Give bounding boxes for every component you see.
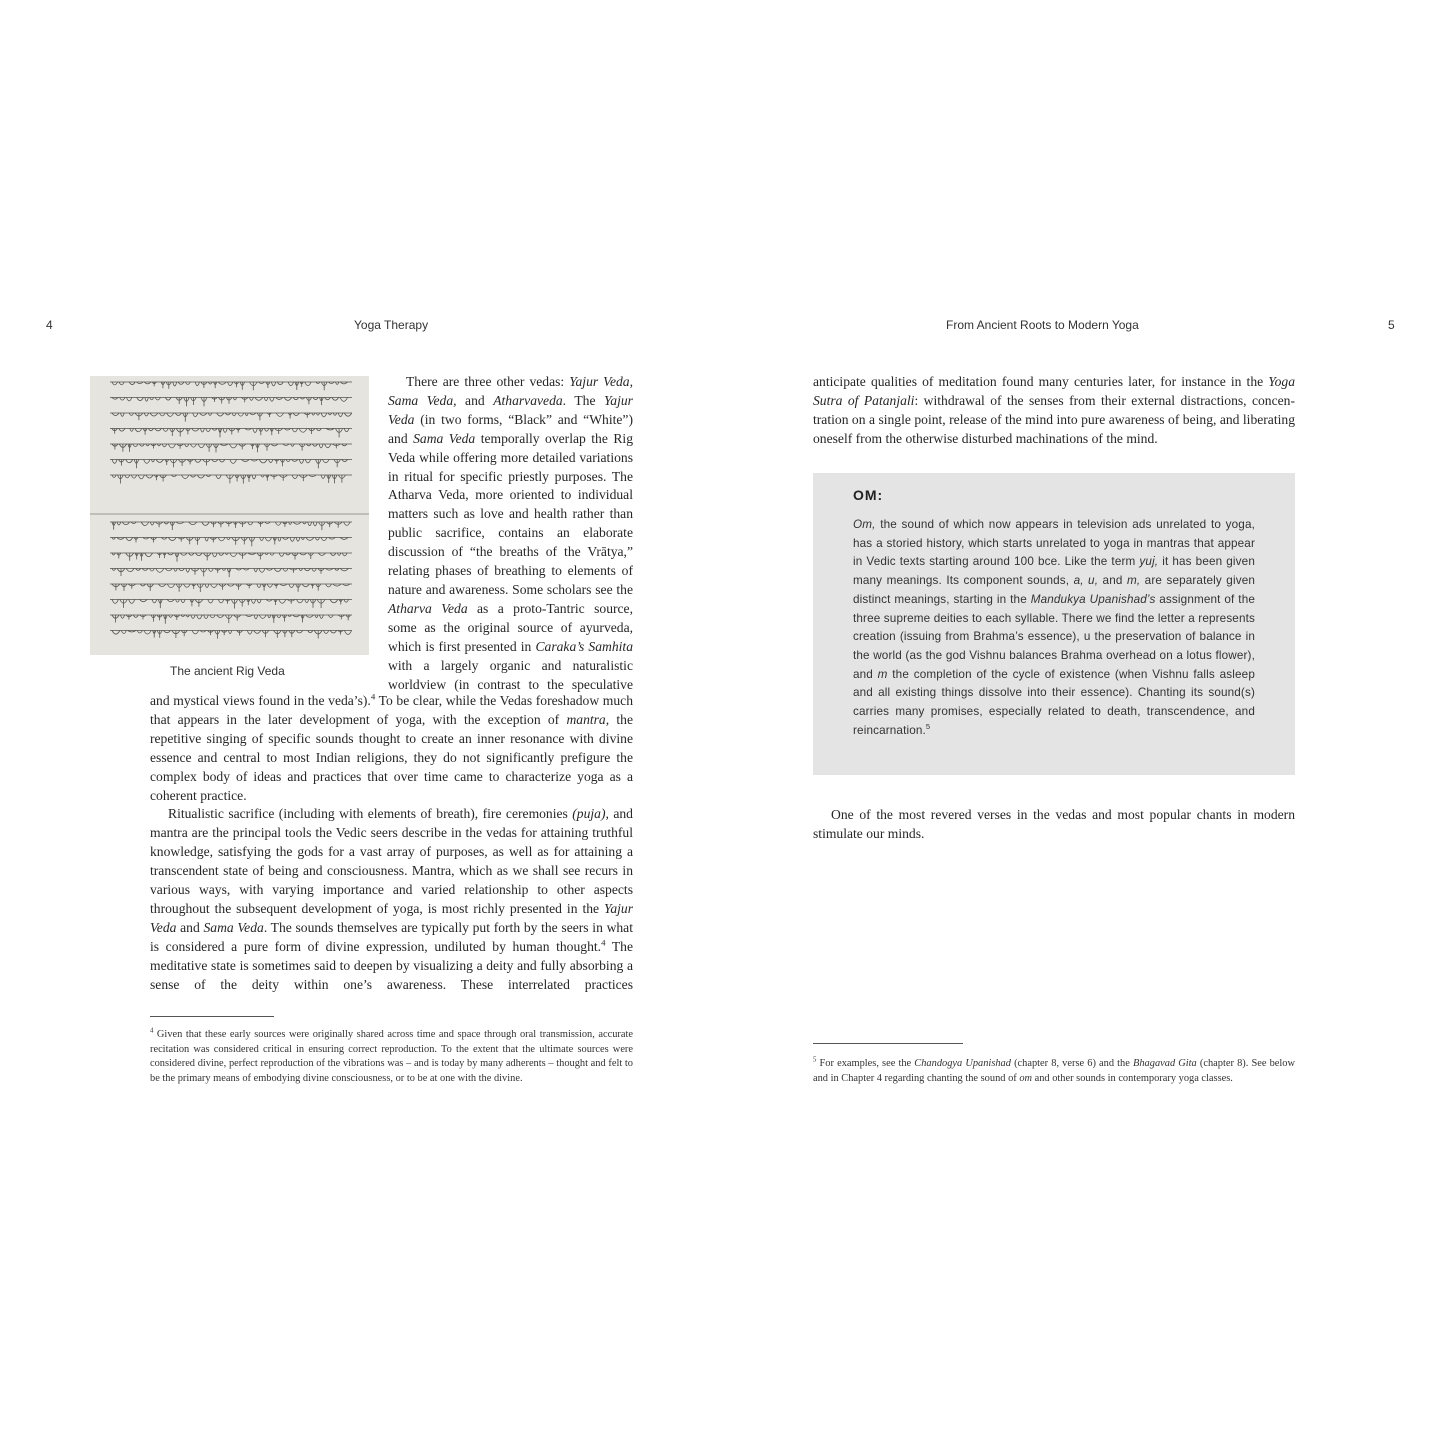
italic-term: Atharva Veda	[388, 600, 468, 616]
italic-term: Yajur Veda	[150, 900, 633, 935]
italic-term: Om,	[853, 518, 876, 531]
text-run: and mantra are the principal tools the Vedic seers describe in the vedas for attaining truthful knowledge, satisfying the gods for a vast array of purposes, as well as for attaining a transcendent state of being and consciousness. Mantra, which as we shall see recurs in various ways, with varying importance and varied relationship to other aspects throughout the subsequent development of yoga, is most richly presented in the	[150, 806, 633, 916]
paragraph-revered-verses	[813, 806, 1295, 844]
rig-veda-manuscript-image	[90, 376, 369, 655]
paragraph-beside-figure	[388, 373, 633, 694]
running-head-right: From Ancient Roots to Modern Yoga	[946, 318, 1139, 332]
text-run: : withdrawal of the senses from their external distractions, concentration on a single point, release of the mind into pure awareness of being, and liberating oneself from the otherwise disturbed machinations of the mind.	[813, 392, 1295, 446]
italic-term: a, u,	[1073, 574, 1099, 588]
left-body-text	[150, 692, 633, 995]
italic-term: Yajur Veda,	[569, 374, 633, 389]
italic-term: (puja),	[572, 806, 609, 822]
footnote-marker: 5	[925, 721, 931, 731]
text-run: Given that these early sources were originally shared across time and space through oral transmission, accurate recitation was considered critical in ensuring correct reproduction. To the extent that the ultimate sources were considered divine, perfect reproduction of the vibrations was – and is today by many adherents – thought and felt to be the primary means of embodying divine consciousness, or to be at one with the divine.	[150, 1029, 633, 1084]
text-run: the completion of the cycle of existence (when Vishnu falls asleep and all existing things dissolve into their essence). Chanting its sound(s) carries many promises, especially related to death, transcendence, and reincarnation.	[853, 667, 1255, 737]
italic-term: Mandukya Upanishad’s	[1030, 592, 1156, 606]
text-run: the repetitive singing of specific sounds thought to create an inner resonance with divine essence and central to most Indian religions, they do not significantly prefigure the complex body of ideas and practices that over time came to characterize yoga as a coherent practice.	[150, 711, 633, 803]
italic-term: mantra,	[566, 711, 610, 727]
footnote-marker: 4	[601, 937, 606, 948]
italic-term: om	[1019, 1072, 1033, 1084]
text-run: (in two forms, “Black” and “White”) and	[388, 411, 633, 446]
om-sidebar-box	[813, 473, 1295, 775]
italic-term: Yoga Sutra of Patanjali	[813, 374, 1295, 408]
footnote-marker: 5	[813, 1056, 817, 1064]
text-run: temporally overlap the Rig Veda while offering more detailed variations in ritual for specific priestly purposes. The Atharva Veda, more oriented to individual matters such as love and health rather than public sacrifice, contains an elaborate discussion of “the breaths of the Vrātya,” relating phases of breathing to elements of nature and awareness. Some scholars see the	[388, 430, 634, 597]
paragraph-vedas-foreshadow	[150, 692, 633, 805]
text-run: with a largely organic and naturalistic worldview (in contrast to the speculative	[388, 657, 633, 692]
text-run: and	[456, 392, 494, 408]
text-run: (chapter 8). See below and in Chapter 4 regarding chanting the sound of	[813, 1058, 1295, 1084]
text-run: Ritualistic sacrifice (including with elements of breath), fire ceremonies	[168, 806, 573, 822]
text-run: and mystical views found in the veda’s).	[150, 693, 371, 708]
text-run: the sound of which now appears in television ads unrelated to yoga, has a storied history, which starts unrelated to yoga in mantras that appear in Vedic texts starting around 100 bce. Like the term	[853, 518, 1255, 569]
paragraph-anticipate-meditation	[813, 373, 1295, 449]
text-run: . The	[562, 392, 604, 408]
italic-term: Caraka’s Samhita	[535, 638, 633, 654]
text-run: assignment of the three supreme deities to each syllable. There we find the letter a represents creation (issuing from Brahma’s essence), u the preservation of balance in the world (as the god Vishnu balances Brahma overhead on a lotus flower), and	[853, 592, 1255, 681]
text-run: . The sounds themselves are typically put forth by the seers in what is considered a pure form of divine expression, undiluted by human thought.	[150, 919, 633, 954]
italic-term: Sama Veda	[203, 919, 264, 935]
text-run: as a proto-Tantric source, some as the original source of ayurveda, which is first presented in	[388, 600, 633, 654]
text-run: The meditative state is sometimes said to deepen by visualizing a deity and fully absorbing a sense of the deity within one’s awareness. These interrelated practices	[150, 938, 633, 992]
italic-term: Yajur Veda	[388, 392, 633, 427]
italic-term: Atharvaveda	[493, 392, 563, 408]
text-run: and	[1098, 574, 1127, 588]
italic-term: Bhagavad Gita	[1133, 1058, 1197, 1069]
footnote-marker: 4	[150, 1027, 154, 1035]
page-number-left: 4	[46, 318, 53, 332]
italic-term: Sama Veda,	[388, 392, 457, 408]
page-number-right: 5	[1388, 318, 1395, 332]
text-run: One of the most revered verses in the vedas and most popular chants in modern stimulate our minds.	[813, 807, 1295, 841]
om-sidebar-title: OM:	[853, 487, 884, 503]
text-run: There are three other vedas:	[406, 374, 570, 389]
italic-term: m	[877, 667, 888, 681]
footnote-rule-right	[813, 1043, 963, 1044]
text-run: it has been given many meanings. Its component sounds,	[853, 555, 1255, 588]
text-run: and	[176, 919, 204, 935]
text-run: and other sounds in contemporary yoga classes.	[1032, 1072, 1233, 1084]
footnote-marker: 4	[370, 691, 376, 702]
manuscript-paper	[90, 376, 369, 655]
running-head-left: Yoga Therapy	[354, 318, 429, 332]
text-run: anticipate qualities of meditation found many centuries later, for instance in the	[813, 374, 1269, 389]
text-run: For examples, see the	[816, 1058, 915, 1069]
italic-term: Sama Veda	[413, 430, 476, 446]
italic-term: m,	[1126, 574, 1141, 588]
figure-caption: The ancient Rig Veda	[170, 664, 285, 678]
footnote-rule-left	[150, 1016, 274, 1017]
italic-term: yuj,	[1139, 555, 1159, 569]
text-run: (chapter 8, verse 6) and the	[1010, 1058, 1134, 1069]
text-run: are separately given distinct meanings, starting in the	[853, 574, 1255, 606]
manuscript-illustration	[90, 376, 369, 655]
text-run: To be clear, while the Vedas foreshadow much that appears in the later development of yoga, with the exception of	[150, 693, 634, 727]
italic-term: Chandogya Upanishad	[914, 1058, 1011, 1069]
paragraph-ritualistic-sacrifice	[150, 805, 633, 994]
om-sidebar-body	[853, 516, 1255, 740]
footnote-4	[150, 1028, 633, 1086]
footnote-5	[813, 1057, 1295, 1086]
